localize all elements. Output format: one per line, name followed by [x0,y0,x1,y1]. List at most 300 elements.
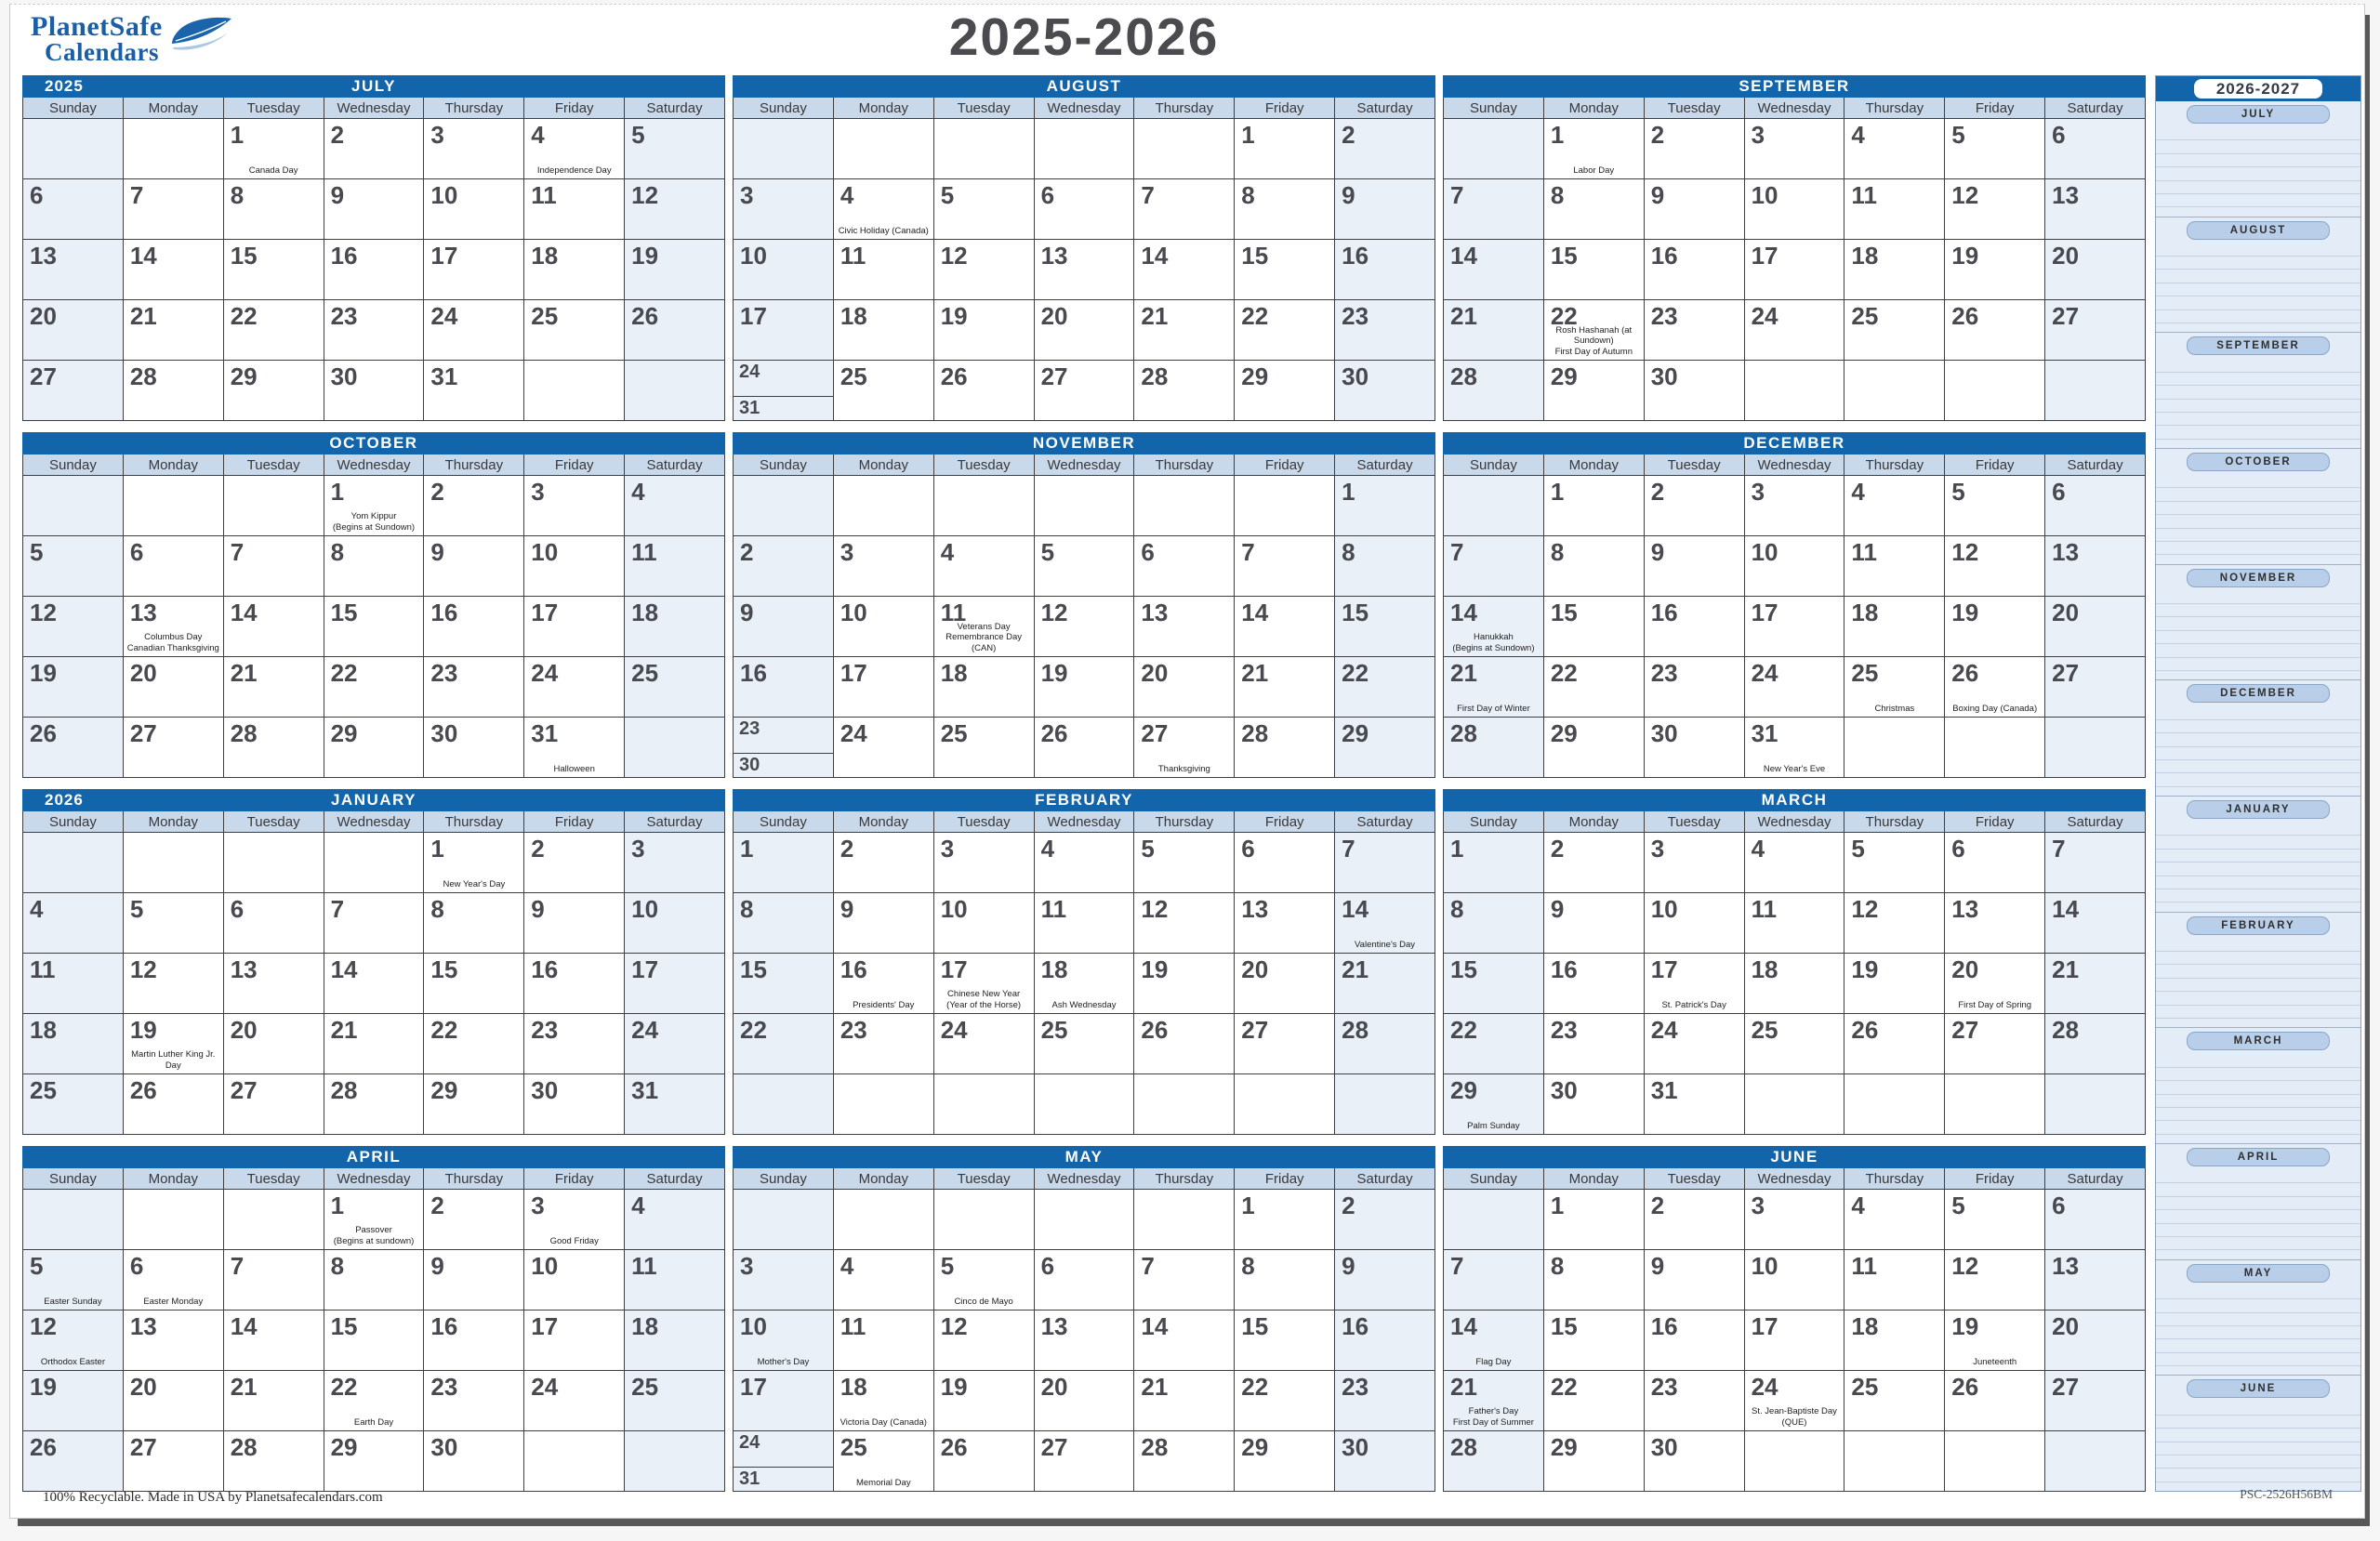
day-cell [2045,300,2145,360]
day-cell [1544,657,1644,717]
day-cell [1235,657,1334,717]
day-number: 1 [330,1192,345,1219]
day-number: 11 [940,599,967,626]
split-half [734,1431,833,1467]
day-number: 22 [1241,1373,1269,1401]
empty-day-cell [2045,1074,2145,1134]
day-cell [1444,893,1543,953]
day-cell [224,300,324,360]
day-header: Tuesday [1645,98,1744,118]
sidebar-writing-line [2156,902,2360,911]
sidebar-header [2156,76,2360,101]
day-cell [2045,536,2145,596]
sidebar-writing-line [2156,836,2360,849]
day-cell [124,718,223,777]
holiday-label [1037,1000,1132,1010]
day-cell [1745,657,1844,717]
holiday-line: Easter Sunday [44,1296,102,1307]
day-cell [324,361,424,420]
day-cell [1134,718,1234,777]
day-cell [1945,536,2044,596]
day-number: 3 [531,1192,545,1219]
sidebar-writing-line [2156,310,2360,323]
empty-day-cell [1945,1074,2044,1134]
day-cell [424,1014,523,1073]
holiday-label [526,764,622,774]
day-number: 16 [840,955,867,983]
holiday-line: Flag Day [1475,1356,1512,1367]
day-cell [324,1014,424,1073]
day-cell [1645,1190,1744,1249]
day-number: 27 [30,362,57,390]
sidebar-writing-line [2156,979,2360,992]
day-number: 17 [631,955,659,983]
sidebar-writing-line [2156,992,2360,1005]
day-cell [1844,893,1944,953]
day-cell [625,300,724,360]
day-cell [1745,1190,1844,1249]
day-headers-row [1444,1168,2145,1190]
day-cell [934,1311,1034,1370]
day-cell [1844,1311,1944,1370]
day-number: 27 [1241,1016,1269,1044]
empty-day-cell [734,1074,833,1134]
day-number: 21 [2052,955,2080,983]
sidebar-writing-line [2156,760,2360,773]
day-number: 9 [1650,538,1665,566]
day-cell [524,893,624,953]
split-half [734,718,833,753]
day-cell [1844,1014,1944,1073]
day-number: 8 [330,538,345,566]
day-cell [124,893,223,953]
empty-day-cell [1444,119,1543,178]
month-november [733,432,1435,778]
month-name: NOVEMBER [1032,434,1136,452]
day-number: 9 [1650,1252,1665,1280]
weeks-grid [734,833,1435,1134]
day-number: 13 [1951,895,1979,923]
sidebar-month-january [2156,796,2360,912]
day-cell [1745,718,1844,777]
day-cell [1645,1431,1744,1491]
day-number: 4 [631,1192,645,1219]
day-headers-row [1444,454,2145,476]
sidebar-month-pill: DECEMBER [2187,684,2330,703]
day-number: 22 [1241,302,1269,330]
calendar-sheet [9,4,2365,1519]
day-cell [1444,1431,1543,1491]
day-number: 2 [430,478,444,506]
day-number: 11 [631,1252,657,1280]
month-may [733,1146,1435,1492]
day-cell [1134,1431,1234,1491]
day-cell [1945,833,2044,892]
holiday-label [526,1236,622,1246]
day-number: 13 [1040,1312,1068,1340]
day-cell [224,657,324,717]
day-number: 18 [1851,242,1879,270]
day-number: 15 [330,1312,358,1340]
month-october [22,432,725,778]
empty-day-cell [734,119,833,178]
day-number: 16 [531,955,559,983]
month-june [1443,1146,2146,1492]
month-header [733,75,1435,98]
day-number: 4 [940,538,955,566]
day-number: 21 [1141,302,1169,330]
sidebar-month-june [2156,1375,2360,1491]
month-name: JULY [351,77,396,95]
sidebar-writing-line [2156,1299,2360,1312]
day-number: 12 [1951,181,1979,209]
empty-day-cell [2045,718,2145,777]
day-number: 25 [30,1076,57,1104]
sidebar-month-pill: MARCH [2187,1032,2330,1050]
day-cell [1544,240,1644,299]
day-header: Thursday [1844,1168,1944,1189]
month-name: DECEMBER [1743,434,1845,452]
day-number: 8 [1241,1252,1255,1280]
day-header: Friday [1945,98,2044,118]
day-number: 21 [1141,1373,1169,1401]
holiday-line: (Begins at Sundown) [332,521,416,533]
day-cell [23,240,123,299]
day-header: Friday [524,811,624,832]
day-number: 30 [1650,1433,1678,1461]
day-number: 16 [1650,599,1678,626]
holiday-line: Thanksgiving [1157,763,1210,774]
day-header: Monday [1544,1168,1644,1189]
day-number: 7 [1450,538,1464,566]
day-header: Thursday [1844,454,1944,475]
day-cell [1544,597,1644,656]
day-header: Wednesday [324,1168,424,1189]
sidebar-writing-line [2156,773,2360,786]
day-cell [1035,597,1134,656]
day-header: Thursday [1134,1168,1234,1189]
day-header: Thursday [1844,98,1944,118]
day-cell [1945,300,2044,360]
empty-day-cell [734,1190,833,1249]
day-number: 28 [1241,719,1269,747]
holiday-label [1747,764,1843,774]
sidebar-writing-line [2156,1054,2360,1067]
day-cell [1134,597,1234,656]
holiday-line: First Day of Autumn [1554,346,1633,357]
day-number: 19 [631,242,659,270]
day-cell [23,718,123,777]
month-header [22,1146,725,1168]
day-cell [524,657,624,717]
day-cell [1444,536,1543,596]
day-header: Wednesday [1035,454,1134,475]
month-header [22,432,725,454]
day-number: 20 [1241,955,1269,983]
day-cell [934,240,1034,299]
day-cell [1444,1371,1543,1430]
day-cell [625,657,724,717]
day-cell [1945,1311,2044,1370]
sidebar-writing-line [2156,207,2360,216]
day-number: 3 [740,1252,754,1280]
day-cell [424,833,523,892]
day-number: 15 [1342,599,1369,626]
empty-day-cell [1235,1074,1334,1134]
holiday-line: First Day of Winter [1457,703,1530,714]
day-number: 28 [230,1433,258,1461]
day-cell [224,718,324,777]
weeks-grid [23,476,724,777]
day-headers-row [734,454,1435,476]
sidebar-writing-line [2156,1019,2360,1027]
day-cell [224,954,324,1013]
day-number: 12 [940,1312,968,1340]
day-number: 17 [531,1312,559,1340]
day-number: 2 [1342,121,1355,149]
empty-day-cell [934,476,1034,535]
day-cell [224,1074,324,1134]
day-cell [934,833,1034,892]
day-cell [625,1014,724,1073]
day-cell [524,300,624,360]
day-number: 11 [30,955,56,983]
day-cell [1544,718,1644,777]
day-number: 20 [129,1373,157,1401]
sidebar-writing-line [2156,127,2360,140]
day-number: 8 [1241,181,1255,209]
day-header: Saturday [1335,811,1435,832]
weeks-grid [1444,1190,2145,1491]
empty-day-cell [1134,119,1234,178]
empty-day-cell [1035,476,1134,535]
day-number: 22 [1550,302,1578,330]
day-cell [1544,536,1644,596]
day-header: Tuesday [934,1168,1034,1189]
day-cell [1335,1190,1435,1249]
day-number: 7 [1450,181,1464,209]
day-number: 29 [1241,362,1269,390]
day-cell [1335,833,1435,892]
day-cell [1035,833,1134,892]
day-cell [23,1250,123,1310]
day-cell [1645,179,1744,239]
day-cell [834,1014,933,1073]
day-number: 29 [1550,362,1578,390]
day-cell [1134,954,1234,1013]
day-cell [625,476,724,535]
day-cell [1235,718,1334,777]
day-cell [1235,1014,1334,1073]
holiday-label [1846,704,1942,714]
day-header: Sunday [1444,454,1543,475]
day-header: Tuesday [934,811,1034,832]
day-cell [934,597,1034,656]
day-number: 13 [1141,599,1169,626]
day-number: 20 [1141,659,1169,687]
day-headers-row [1444,811,2145,833]
day-number: 16 [330,242,358,270]
day-cell [124,1250,223,1310]
day-number: 18 [1040,955,1068,983]
day-header: Tuesday [224,1168,324,1189]
day-cell [834,833,933,892]
day-cell [1134,893,1234,953]
day-cell [625,119,724,178]
day-number: 22 [330,659,358,687]
day-header: Friday [1945,454,2044,475]
empty-day-cell [1134,1190,1234,1249]
day-number: 7 [129,181,144,209]
day-cell [1645,240,1744,299]
day-cell [934,954,1034,1013]
day-cell [1444,361,1543,420]
day-cell [2045,1250,2145,1310]
day-cell [1035,1431,1134,1491]
day-number: 18 [1751,955,1778,983]
sidebar-writing-line [2156,747,2360,760]
sidebar-month-december [2156,679,2360,796]
day-header: Friday [1945,1168,2044,1189]
holiday-line: New Year's Eve [1763,763,1826,774]
day-number: 22 [1450,1016,1477,1044]
month-august [733,75,1435,421]
month-name: JANUARY [330,791,417,809]
month-body [22,454,725,778]
day-number: 3 [531,478,545,506]
month-name: MAY [1064,1148,1104,1166]
day-cell [1645,119,1744,178]
day-number: 15 [1550,599,1578,626]
day-cell [734,597,833,656]
day-header: Tuesday [224,811,324,832]
empty-day-cell [1134,1074,1234,1134]
day-cell [324,240,424,299]
holiday-label [226,165,322,176]
day-cell [734,179,833,239]
sidebar-writing-line [2156,1183,2360,1196]
day-number: 4 [1751,835,1765,863]
day-number: 9 [1550,895,1565,923]
day-number: 1 [330,478,345,506]
sidebar-writing-line [2156,939,2360,952]
day-header: Thursday [1844,811,1944,832]
day-cell [934,718,1034,777]
day-header: Tuesday [1645,1168,1744,1189]
sidebar-writing-line [2156,1210,2360,1223]
day-cell [1544,300,1644,360]
day-cell [1235,1371,1334,1430]
sidebar-writing-line [2156,373,2360,386]
day-header: Monday [124,98,223,118]
day-cell [224,1250,324,1310]
day-cell [734,300,833,360]
day-cell [2045,833,2145,892]
holiday-line: (Begins at sundown) [333,1235,415,1246]
day-number: 3 [840,538,854,566]
day-number: 1 [1450,835,1464,863]
day-cell [1745,597,1844,656]
day-number: 3 [940,835,955,863]
day-number: 29 [1550,1433,1578,1461]
day-number: 14 [1342,895,1369,923]
day-number: 20 [1040,302,1068,330]
day-cell [734,1014,833,1073]
sidebar-month-september [2156,332,2360,448]
sidebar-writing-line [2156,154,2360,167]
day-cell [625,954,724,1013]
day-number: 8 [430,895,444,923]
sidebar-month-pill: MAY [2187,1264,2330,1283]
sidebar-writing-line [2156,475,2360,488]
day-cell [1844,119,1944,178]
split-half [734,753,833,777]
day-number: 6 [30,181,44,209]
day-number: 26 [1951,302,1979,330]
day-cell [1035,1014,1134,1073]
holiday-line: Canadian Thanksgiving [126,642,219,653]
day-cell [1335,657,1435,717]
day-cell [324,1190,424,1249]
day-number: 8 [1342,538,1355,566]
day-number: 27 [2052,302,2080,330]
day-cell [424,657,523,717]
day-cell [124,300,223,360]
day-number: 9 [840,895,854,923]
day-cell [1444,833,1543,892]
day-header: Sunday [23,811,123,832]
weeks-grid [1444,476,2145,777]
day-number: 1 [1550,478,1565,506]
day-number: 28 [2052,1016,2080,1044]
empty-day-cell [1844,361,1944,420]
day-cell [1544,179,1644,239]
day-number: 21 [1450,659,1477,687]
day-number: 27 [1040,362,1068,390]
day-number: 2 [430,1192,444,1219]
month-header [1443,75,2146,98]
day-number: 2 [740,538,754,566]
next-year-sidebar [2155,75,2361,1492]
day-cell [1235,361,1334,420]
empty-day-cell [1444,1190,1543,1249]
holiday-label [25,1357,121,1367]
sidebar-writing-line [2156,876,2360,889]
day-cell [1645,954,1744,1013]
day-header: Tuesday [934,98,1034,118]
day-cell [834,240,933,299]
day-number: 24 [840,719,867,747]
day-cell [1134,1371,1234,1430]
day-cell [23,1371,123,1430]
day-number: 14 [230,1312,258,1340]
day-number: 9 [430,1252,444,1280]
day-number: 23 [1650,659,1678,687]
day-number: 6 [1040,1252,1055,1280]
day-number: 25 [1751,1016,1778,1044]
day-cell [1134,657,1234,717]
month-body [1443,1168,2146,1492]
holiday-label [326,511,422,533]
day-header: Friday [1235,1168,1334,1189]
day-number: 26 [1040,719,1068,747]
day-number: 2 [1650,1192,1665,1219]
day-header: Friday [1235,454,1334,475]
day-number: 5 [1951,121,1965,149]
day-header: Friday [524,1168,624,1189]
day-cell [1544,1431,1644,1491]
day-number: 3 [1650,835,1665,863]
